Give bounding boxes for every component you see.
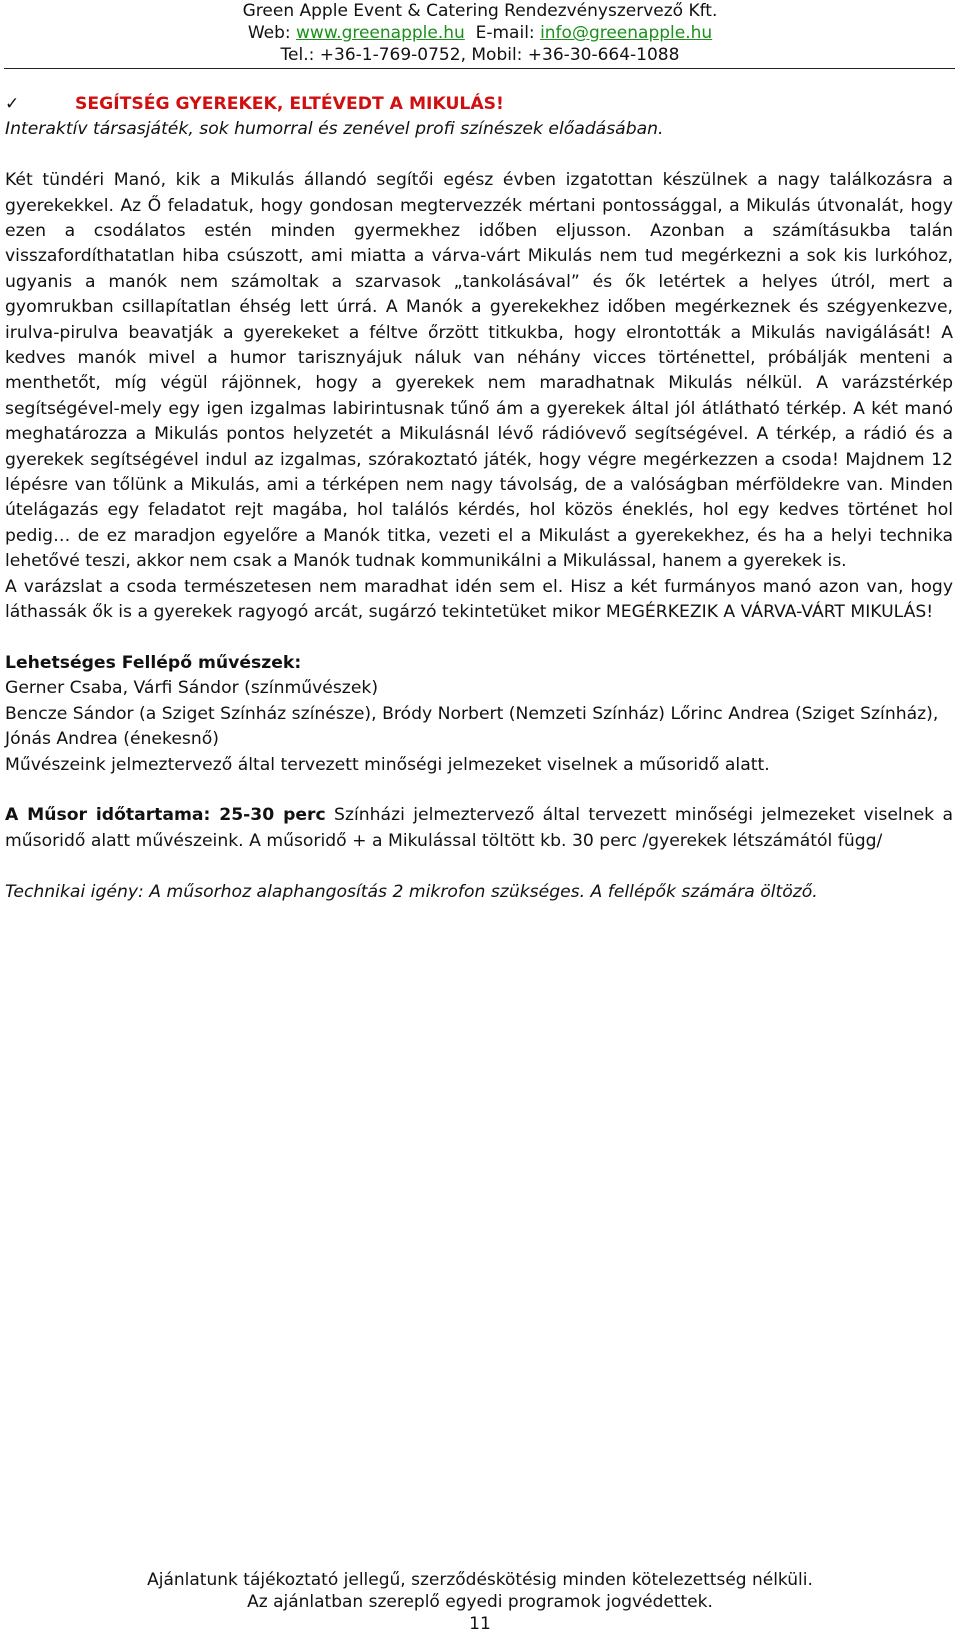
section-title: SEGÍTSÉG GYEREKEK, ELTÉVEDT A MIKULÁS! <box>75 94 504 114</box>
checkmark-icon: ✓ <box>5 94 20 114</box>
closing-paragraph: A varázslat a csoda természetesen nem maradhat idén sem el. Hisz a két furmányos manó azon van, hogy láthassák ők is a gyerekek ragyogó arcát, sugárzó tekintetüket mikor MEGÉRKEZIK A VÁRVA-VÁRT MIKULÁS! <box>5 576 953 623</box>
duration-label: A Műsor időtartama: 25-30 perc <box>5 805 326 826</box>
web-label: Web: <box>247 23 291 43</box>
company-name: Green Apple Event & Catering Rendezvényszervező Kft. <box>242 1 718 21</box>
section-title-row <box>5 92 953 117</box>
performers-heading: Lehetséges Fellépő művészek: <box>5 652 302 673</box>
email-label: E-mail: <box>475 23 535 43</box>
footer-disclaimer: Ajánlatunk tájékoztató jellegű, szerződéskötésig minden kötelezettség nélküli. <box>147 1570 813 1590</box>
story-paragraph: Két tündéri Manó, kik a Mikulás állandó segítői egész évben izgatottan készülnek a nagy találkozásra a gyerekekkel. Az Ő feladatuk, hogy gondosan megtervezzék mértani pontossággal, a Mikulás útvonalát, hogy ezen a csodálatos estén minden gyermekhez időben eljusson. Azonban a számításukba talán visszafordíthatatlan hiba csúszott, ami miatta a várva-várt Mikulás nem tud megérkezni a sok kis lurkóhoz, ugyanis a manók nem számoltak a szarvasok „tankolásával” és ők letértek a helyes útról, mert a gyomrukban csillapítatlan éhség lett úrrá. A Manók a gyerekekhez időben megérkeznek és szégyenkezve, irulva-pirulva beavatják a gyerekeket a féltve őrzött titkukba, hogy elrontották a Mikulás navigálását! A kedves manók mivel a humor tarisznyájuk náluk van néhány vicces történettel, próbálják menteni a menthetőt, míg végül rájönnek, hogy a gyerekek nem maradhatnak Mikulás nélkül. A varázstérkép segítségével-mely egy igen izgalmas labirintusnak tűnő ám a gyerekek által jól átlátható térkép. A két manó meghatározza a Mikulás pontos helyzetét a Mikulásnál lévő rádióvevő segítségével. A térkép, a rádió és a gyerekek segítségével indul az izgalmas, szórakoztató játék, hogy végre megérkezzen a csoda! Majdnem 12 lépésre van tőlünk a Mikulás, ami a térképen nem nagy távolság, de a valóságban mérföldekre van. Minden útelágazás egy feladatot rejt magába, hol találós kérdés, hol közös éneklés, hol egy kedves történet hol pedig… de ez maradjon egyelőre a Manók titka, vezeti el a Mikulást a gyerekekhez, és ha a helyi technika lehetővé teszi, akkor nem csak a Manók tudnak kommunikálni a Mikulással, hanem a gyerekek is. <box>5 170 953 572</box>
contact-line <box>0 22 960 44</box>
technical-requirements: Technikai igény: A műsorhoz alaphangosítás 2 mikrofon szükséges. A fellépők számára öltöző. <box>5 881 818 902</box>
phone-line: Tel.: +36-1-769-0752, Mobil: +36-30-664-1088 <box>280 45 680 65</box>
section-subtitle: Interaktív társasjáték, sok humorral és zenével profi színészek előadásában. <box>5 119 664 140</box>
website-link[interactable]: www.greenapple.hu <box>296 23 465 43</box>
page-footer <box>0 1569 960 1635</box>
page-number: 11 <box>469 1614 491 1634</box>
email-link[interactable]: info@greenapple.hu <box>540 23 713 43</box>
header-divider <box>4 68 955 69</box>
page-content <box>5 92 953 905</box>
performers-line-1: Gerner Csaba, Várfi Sándor (színművészek) <box>5 678 379 699</box>
duration-text: Színházi jelmeztervező által tervezett minőségi jelmezeket viselnek a műsoridő alatt művészeink. A műsoridő + a Mikulással töltött kb. 30 perc /gyerekek létszámától függ/ <box>5 805 953 851</box>
duration-paragraph <box>5 803 953 854</box>
page-header <box>0 0 960 66</box>
performers-line-2: Bencze Sándor (a Sziget Színház színésze), Bródy Norbert (Nemzeti Színház) Lőrinc Andrea (Sziget Színház), Jónás Andrea (énekesnő) <box>5 703 939 750</box>
footer-copyright: Az ajánlatban szereplő egyedi programok jogvédettek. <box>247 1592 713 1612</box>
performers-line-3: Művészeink jelmeztervező által tervezett minőségi jelmezeket viselnek a műsoridő alatt. <box>5 754 770 775</box>
